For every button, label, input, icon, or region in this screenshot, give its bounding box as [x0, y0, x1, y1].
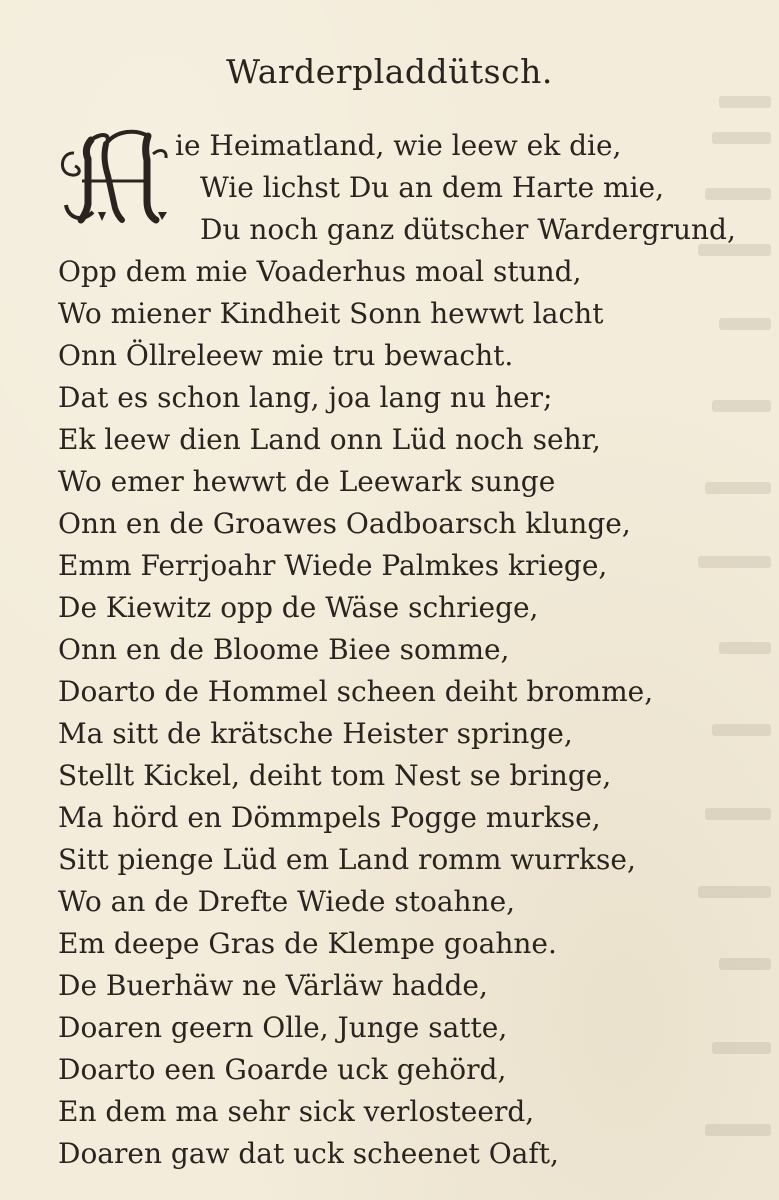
poem-line: Doaren gaw dat uck scheenet Oaft,: [58, 1137, 559, 1170]
poem-line: En dem ma sehr sick verlosteerd,: [58, 1095, 535, 1128]
poem-line: Onn en de Bloome Biee somme,: [58, 633, 510, 666]
poem-line: Doarto een Goarde uck gehörd,: [58, 1053, 507, 1086]
poem-line: Wo miener Kindheit Sonn hewwt lacht: [58, 297, 604, 330]
poem-line: Doaren geern Olle, Junge satte,: [58, 1011, 508, 1044]
poem-line: Doarto de Hommel scheen deiht bromme,: [58, 675, 654, 708]
poem-line: De Kiewitz opp de Wäse schriege,: [58, 591, 539, 624]
poem-title: Warderpladdütsch.: [226, 52, 553, 91]
poem-line: Onn Öllreleew mie tru bewacht.: [58, 339, 514, 372]
poem-line: ie Heimatland, wie leew ek die,: [175, 129, 622, 162]
poem-line: Ek leew dien Land onn Lüd noch sehr,: [58, 423, 601, 456]
poem-line: Ma sitt de krätsche Heister springe,: [58, 717, 573, 750]
poem-line: Wie lichst Du an dem Harte mie,: [200, 171, 665, 204]
poem-line: Onn en de Groawes Oadboarsch klunge,: [58, 507, 631, 540]
poem-line: Dat es schon lang, joa lang nu her;: [58, 381, 553, 414]
poem-line: Em deepe Gras de Klempe goahne.: [58, 927, 557, 960]
poem-line: Stellt Kickel, deiht tom Nest se bringe,: [58, 759, 612, 792]
poem-line: Sitt pienge Lüd em Land romm wurrkse,: [58, 843, 636, 876]
dropcap-initial: [58, 128, 170, 228]
poem-line: Wo an de Drefte Wiede stoahne,: [58, 885, 516, 918]
poem-line: De Buerhäw ne Värläw hadde,: [58, 969, 488, 1002]
poem-line: Opp dem mie Voaderhus moal stund,: [58, 255, 582, 288]
poem-line: Ma hörd en Dömmpels Pogge murkse,: [58, 801, 601, 834]
poem-line: Du noch ganz dütscher Wardergrund,: [200, 213, 736, 246]
poem-line: Wo emer hewwt de Leewark sunge: [58, 465, 556, 498]
poem-line: Emm Ferrjoahr Wiede Palmkes kriege,: [58, 549, 608, 582]
